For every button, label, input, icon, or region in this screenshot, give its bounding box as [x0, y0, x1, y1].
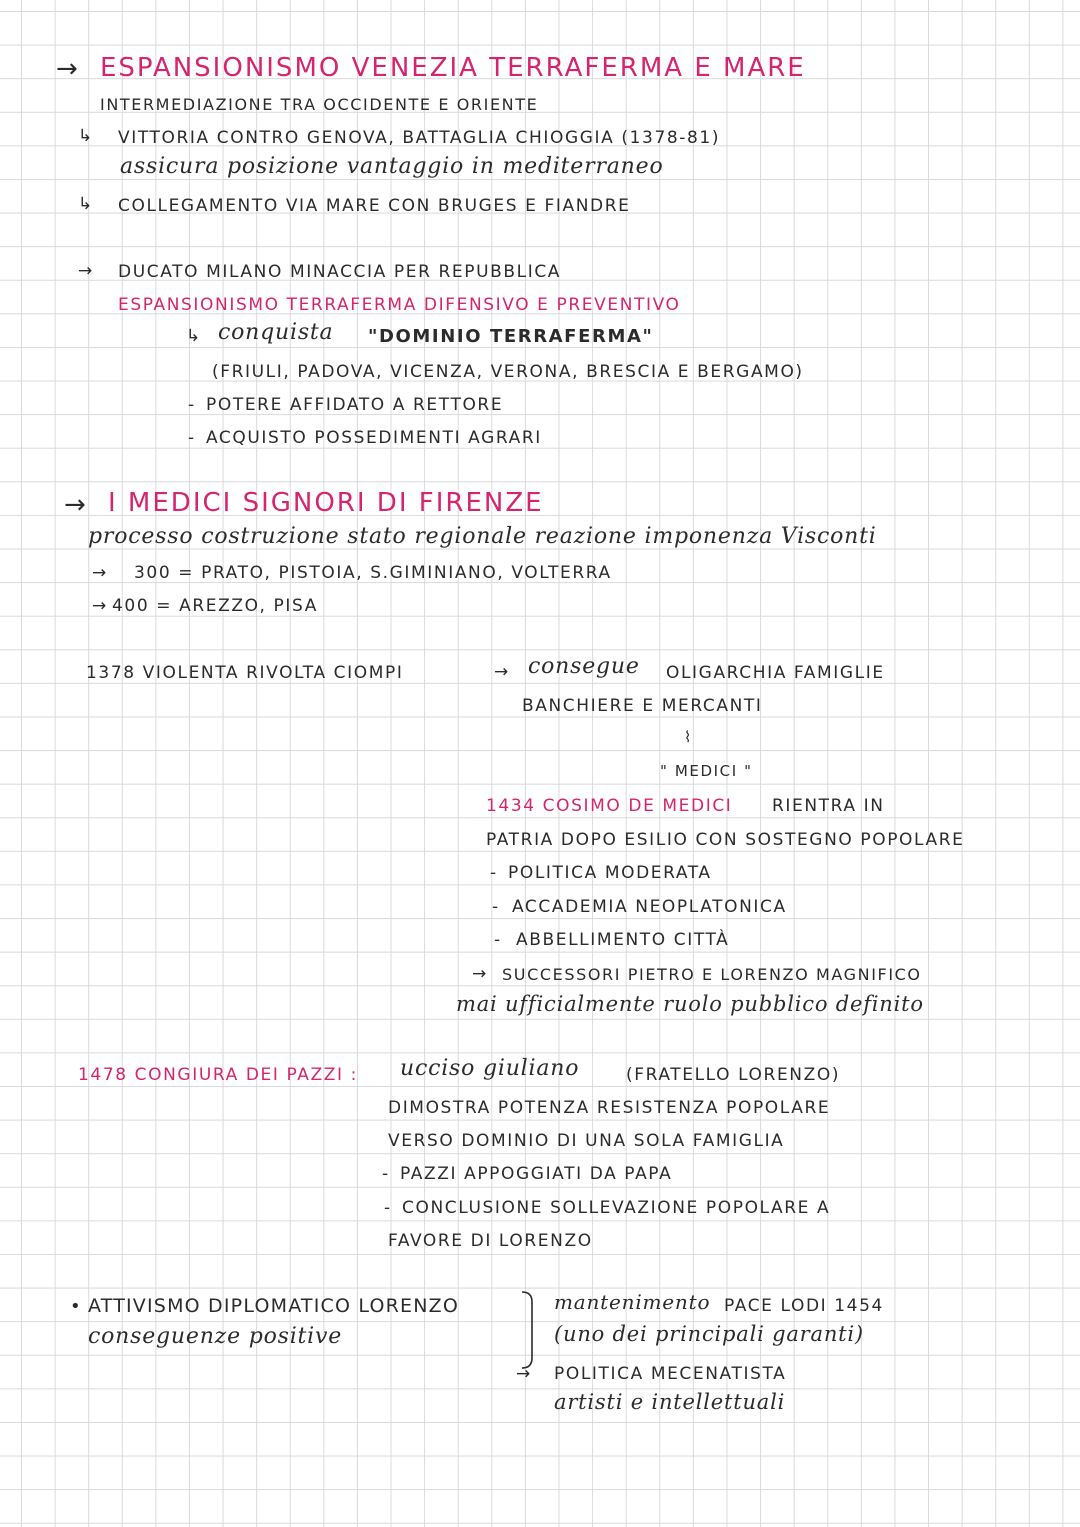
bullet-icon: •: [70, 1296, 83, 1317]
medici-oligarchy-1: OLIGARCHIA FAMIGLIE: [666, 663, 885, 683]
medici-label: " MEDICI ": [660, 762, 753, 780]
dash-icon: -: [382, 1164, 390, 1184]
venice-expansion: ESPANSIONISMO TERRAFERMA DIFENSIVO E PREVENTIVO: [118, 295, 681, 315]
pazzi-point-2a: CONCLUSIONE SOLLEVAZIONE POPOLARE A: [402, 1198, 831, 1218]
dash-icon: -: [188, 428, 196, 448]
medici-cosimo-point: ABBELLIMENTO CITTÀ: [516, 930, 730, 950]
dash-icon: -: [490, 863, 498, 883]
hook-icon: ↳: [186, 326, 202, 346]
dash-icon: -: [384, 1198, 392, 1218]
medici-cosimo-rest: RIENTRA IN: [772, 796, 885, 816]
pazzi-killed: ucciso giuliano: [400, 1056, 580, 1081]
venice-conquest-prefix: conquista: [218, 320, 334, 345]
arrow-icon: →: [78, 261, 94, 281]
diplomacy-guarantor: (uno dei principali garanti): [554, 1322, 864, 1346]
medici-process: processo costruzione stato regionale reazione imponenza Visconti: [88, 524, 877, 549]
medici-300: 300 = PRATO, PISTOIA, S.GIMINIANO, VOLTERRA: [134, 563, 612, 583]
arrow-icon: →: [64, 490, 88, 520]
medici-revolt: 1378 VIOLENTA RIVOLTA CIOMPI: [86, 663, 404, 683]
arrow-icon: →: [494, 662, 510, 682]
hook-icon: ↳: [78, 126, 94, 146]
hook-icon: ↳: [78, 194, 94, 214]
diplomacy-consequences: conseguenze positive: [88, 1324, 343, 1349]
diplomacy-peace-hand: mantenimento: [554, 1290, 711, 1314]
venice-conquest: "DOMINIO TERRAFERMA": [368, 326, 654, 347]
dash-icon: -: [188, 395, 196, 415]
medici-cosimo-point: ACCADEMIA NEOPLATONICA: [512, 897, 787, 917]
medici-cosimo-2: PATRIA DOPO ESILIO CON SOSTEGNO POPOLARE: [486, 830, 965, 850]
pazzi-shows-2: VERSO DOMINIO DI UNA SOLA FAMIGLIA: [388, 1131, 785, 1151]
venice-point: POTERE AFFIDATO A RETTORE: [206, 395, 504, 415]
venice-link: COLLEGAMENTO VIA MARE CON BRUGES E FIANDRE: [118, 196, 631, 216]
arrow-icon: →: [92, 563, 108, 583]
venice-victory: VITTORIA CONTRO GENOVA, BATTAGLIA CHIOGGIA (1378-81): [118, 128, 721, 148]
venice-point: ACQUISTO POSSEDIMENTI AGRARI: [206, 428, 542, 448]
arrow-icon: →: [92, 596, 108, 616]
diplomacy-artists: artisti e intellettuali: [554, 1390, 786, 1414]
medici-400: 400 = AREZZO, PISA: [112, 596, 318, 616]
pazzi-shows-1: DIMOSTRA POTENZA RESISTENZA POPOLARE: [388, 1098, 831, 1118]
venice-intermediation: INTERMEDIAZIONE TRA OCCIDENTE E ORIENTE: [100, 95, 539, 114]
bracket-icon: [518, 1290, 538, 1370]
venice-title: ESPANSIONISMO VENEZIA TERRAFERMA E MARE: [100, 53, 806, 83]
venice-advantage: assicura posizione vantaggio in mediterraneo: [120, 154, 664, 179]
venice-milan: DUCATO MILANO MINACCIA PER REPUBBLICA: [118, 262, 562, 282]
medici-cosimo-colored: 1434 COSIMO DE MEDICI: [486, 796, 733, 816]
arrow-icon: →: [472, 964, 488, 984]
pazzi-brother: (FRATELLO LORENZO): [626, 1065, 841, 1085]
wavy-arrow-icon: ⌇: [684, 728, 692, 746]
venice-cities: (FRIULI, PADOVA, VICENZA, VERONA, BRESCIA E BERGAMO): [212, 362, 804, 382]
dash-icon: -: [492, 897, 500, 917]
diplomacy-policy: POLITICA MECENATISTA: [554, 1364, 787, 1384]
arrow-icon: →: [516, 1364, 532, 1384]
pazzi-colored: 1478 CONGIURA DEI PAZZI :: [78, 1065, 358, 1085]
pazzi-point-2b: FAVORE DI LORENZO: [388, 1231, 593, 1251]
medici-never: mai ufficialmente ruolo pubblico definito: [456, 992, 924, 1016]
medici-successors: SUCCESSORI PIETRO E LORENZO MAGNIFICO: [502, 965, 922, 984]
dash-icon: -: [494, 930, 502, 950]
diplomacy-peace-caps: PACE LODI 1454: [724, 1296, 884, 1316]
arrow-icon: →: [56, 54, 80, 84]
diplomacy-title: ATTIVISMO DIPLOMATICO LORENZO: [88, 1295, 460, 1317]
medici-oligarchy-2: BANCHIERE E MERCANTI: [522, 696, 763, 716]
medici-cosimo-point: POLITICA MODERATA: [508, 863, 712, 883]
medici-title: I MEDICI SIGNORI DI FIRENZE: [108, 488, 544, 518]
medici-consegue: consegue: [528, 654, 640, 679]
pazzi-point-1: PAZZI APPOGGIATI DA PAPA: [400, 1164, 673, 1184]
